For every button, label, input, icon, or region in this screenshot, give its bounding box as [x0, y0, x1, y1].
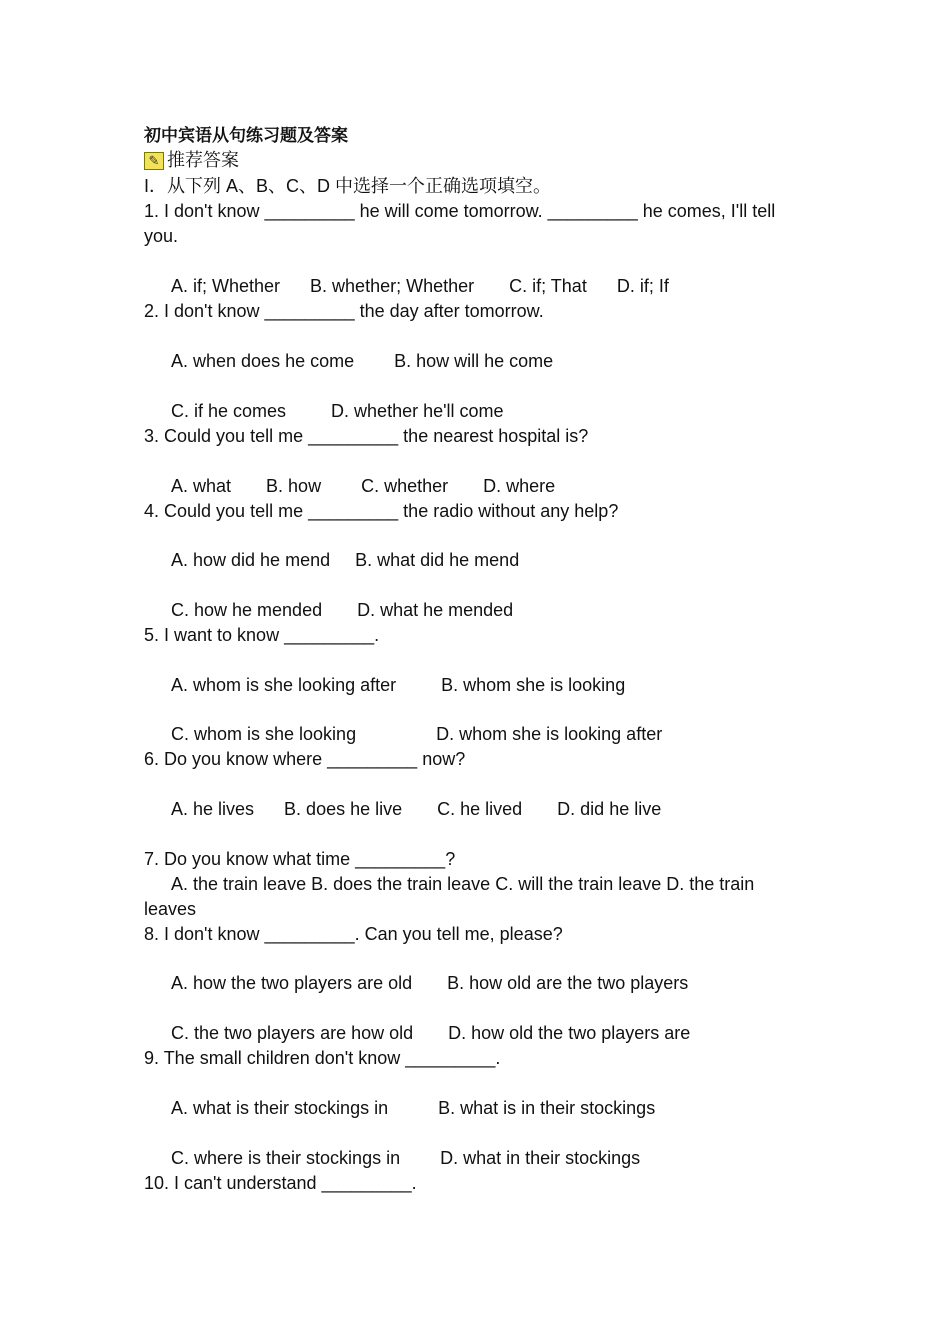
question-stem: 3. Could you tell me _________ the nearest hospital is? — [144, 426, 589, 446]
question-stem: 4. Could you tell me _________ the radio without any help? — [144, 501, 619, 521]
question-options: A. the train leave B. does the train leave C. will the train leave D. the train leaves — [144, 874, 755, 919]
question-options: C. whom is she looking D. whom she is looking after — [171, 724, 663, 744]
question-stem: 7. Do you know what time _________? — [144, 849, 456, 869]
question-stem: 6. Do you know where _________ now? — [144, 749, 466, 769]
question-options: A. how the two players are old B. how old are the two players — [171, 973, 689, 993]
recommend-answer-row — [144, 148, 800, 173]
question-options: A. he lives B. does he live C. he lived D. did he live — [171, 799, 662, 819]
question-options: A. how did he mend B. what did he mend — [171, 550, 520, 570]
question-options: A. what B. how C. whether D. where — [171, 476, 556, 496]
question-options: C. the two players are how old D. how old the two players are — [171, 1023, 691, 1043]
question-options: C. where is their stockings in D. what in their stockings — [171, 1148, 641, 1168]
question-options: A. whom is she looking after B. whom she is looking — [171, 675, 626, 695]
section-header: I．从下列 A、B、C、D 中选择一个正确选项填空。 — [144, 176, 552, 196]
question-stem: 5. I want to know _________. — [144, 625, 380, 645]
question-stem: 10. I can't understand _________. — [144, 1173, 417, 1193]
question-options: C. how he mended D. what he mended — [171, 600, 514, 620]
question-stem: 1. I don't know _________ he will come tomorrow. _________ he comes, I'll tell you. — [144, 201, 776, 246]
question-options: C. if he comes D. whether he'll come — [171, 401, 504, 421]
question-options: A. what is their stockings in B. what is in their stockings — [171, 1098, 656, 1118]
page-title: 初中宾语从句练习题及答案 — [144, 126, 348, 146]
note-pencil-icon: ✎ — [144, 152, 164, 170]
question-stem: 8. I don't know _________. Can you tell me, please? — [144, 924, 563, 944]
question-options: A. if; Whether B. whether; Whether C. if; That D. if; If — [171, 276, 669, 296]
question-stem: 2. I don't know _________ the day after tomorrow. — [144, 301, 544, 321]
question-stem: 9. The small children don't know _________. — [144, 1048, 501, 1068]
question-options: A. when does he come B. how will he come — [171, 351, 554, 371]
recommend-answer-label: 推荐答案 — [167, 150, 239, 171]
